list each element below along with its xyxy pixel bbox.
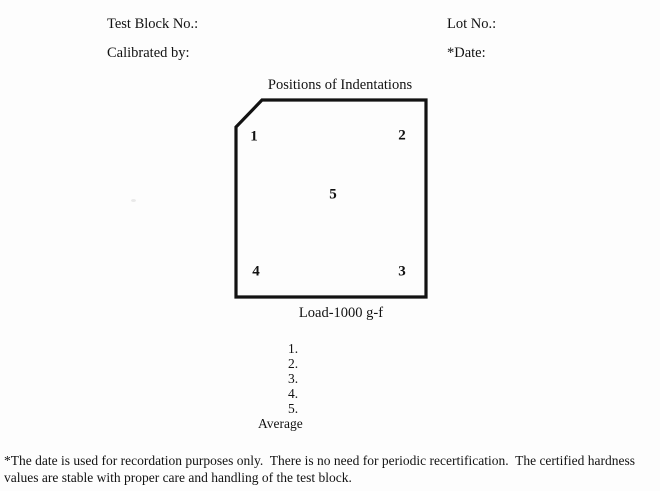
indentation-position-5: 5 <box>329 186 337 203</box>
footnote <box>4 453 635 487</box>
lot-no-label: Lot No.: <box>447 16 497 32</box>
reading-line-5: 5. <box>288 401 299 416</box>
reading-line-1: 1. <box>288 341 299 356</box>
indentation-position-4: 4 <box>252 263 260 280</box>
diagram-title: Positions of Indentations <box>267 77 413 93</box>
indentation-position-3: 3 <box>398 263 406 280</box>
reading-line-2: 2. <box>288 356 299 371</box>
test-block-no-label: Test Block No.: <box>107 16 199 32</box>
reading-line-4: 4. <box>288 386 299 401</box>
footnote-line-1: *The date is used for recordation purposes only. There is no need for periodic recertification. The certified hardness <box>4 453 636 468</box>
reading-line-3: 3. <box>288 371 299 386</box>
reading-average-label: Average <box>258 416 303 431</box>
calibrated-by-label: Calibrated by: <box>107 45 190 61</box>
load-caption: Load-1000 g-f <box>298 305 384 321</box>
date-label: *Date: <box>447 45 486 61</box>
indentation-position-1: 1 <box>250 128 258 145</box>
readings-list <box>258 341 303 431</box>
scan-artifact-speck <box>131 199 136 202</box>
footnote-line-2: values are stable with proper care and handling of the test block. <box>4 469 352 485</box>
indentation-position-2: 2 <box>398 127 406 144</box>
